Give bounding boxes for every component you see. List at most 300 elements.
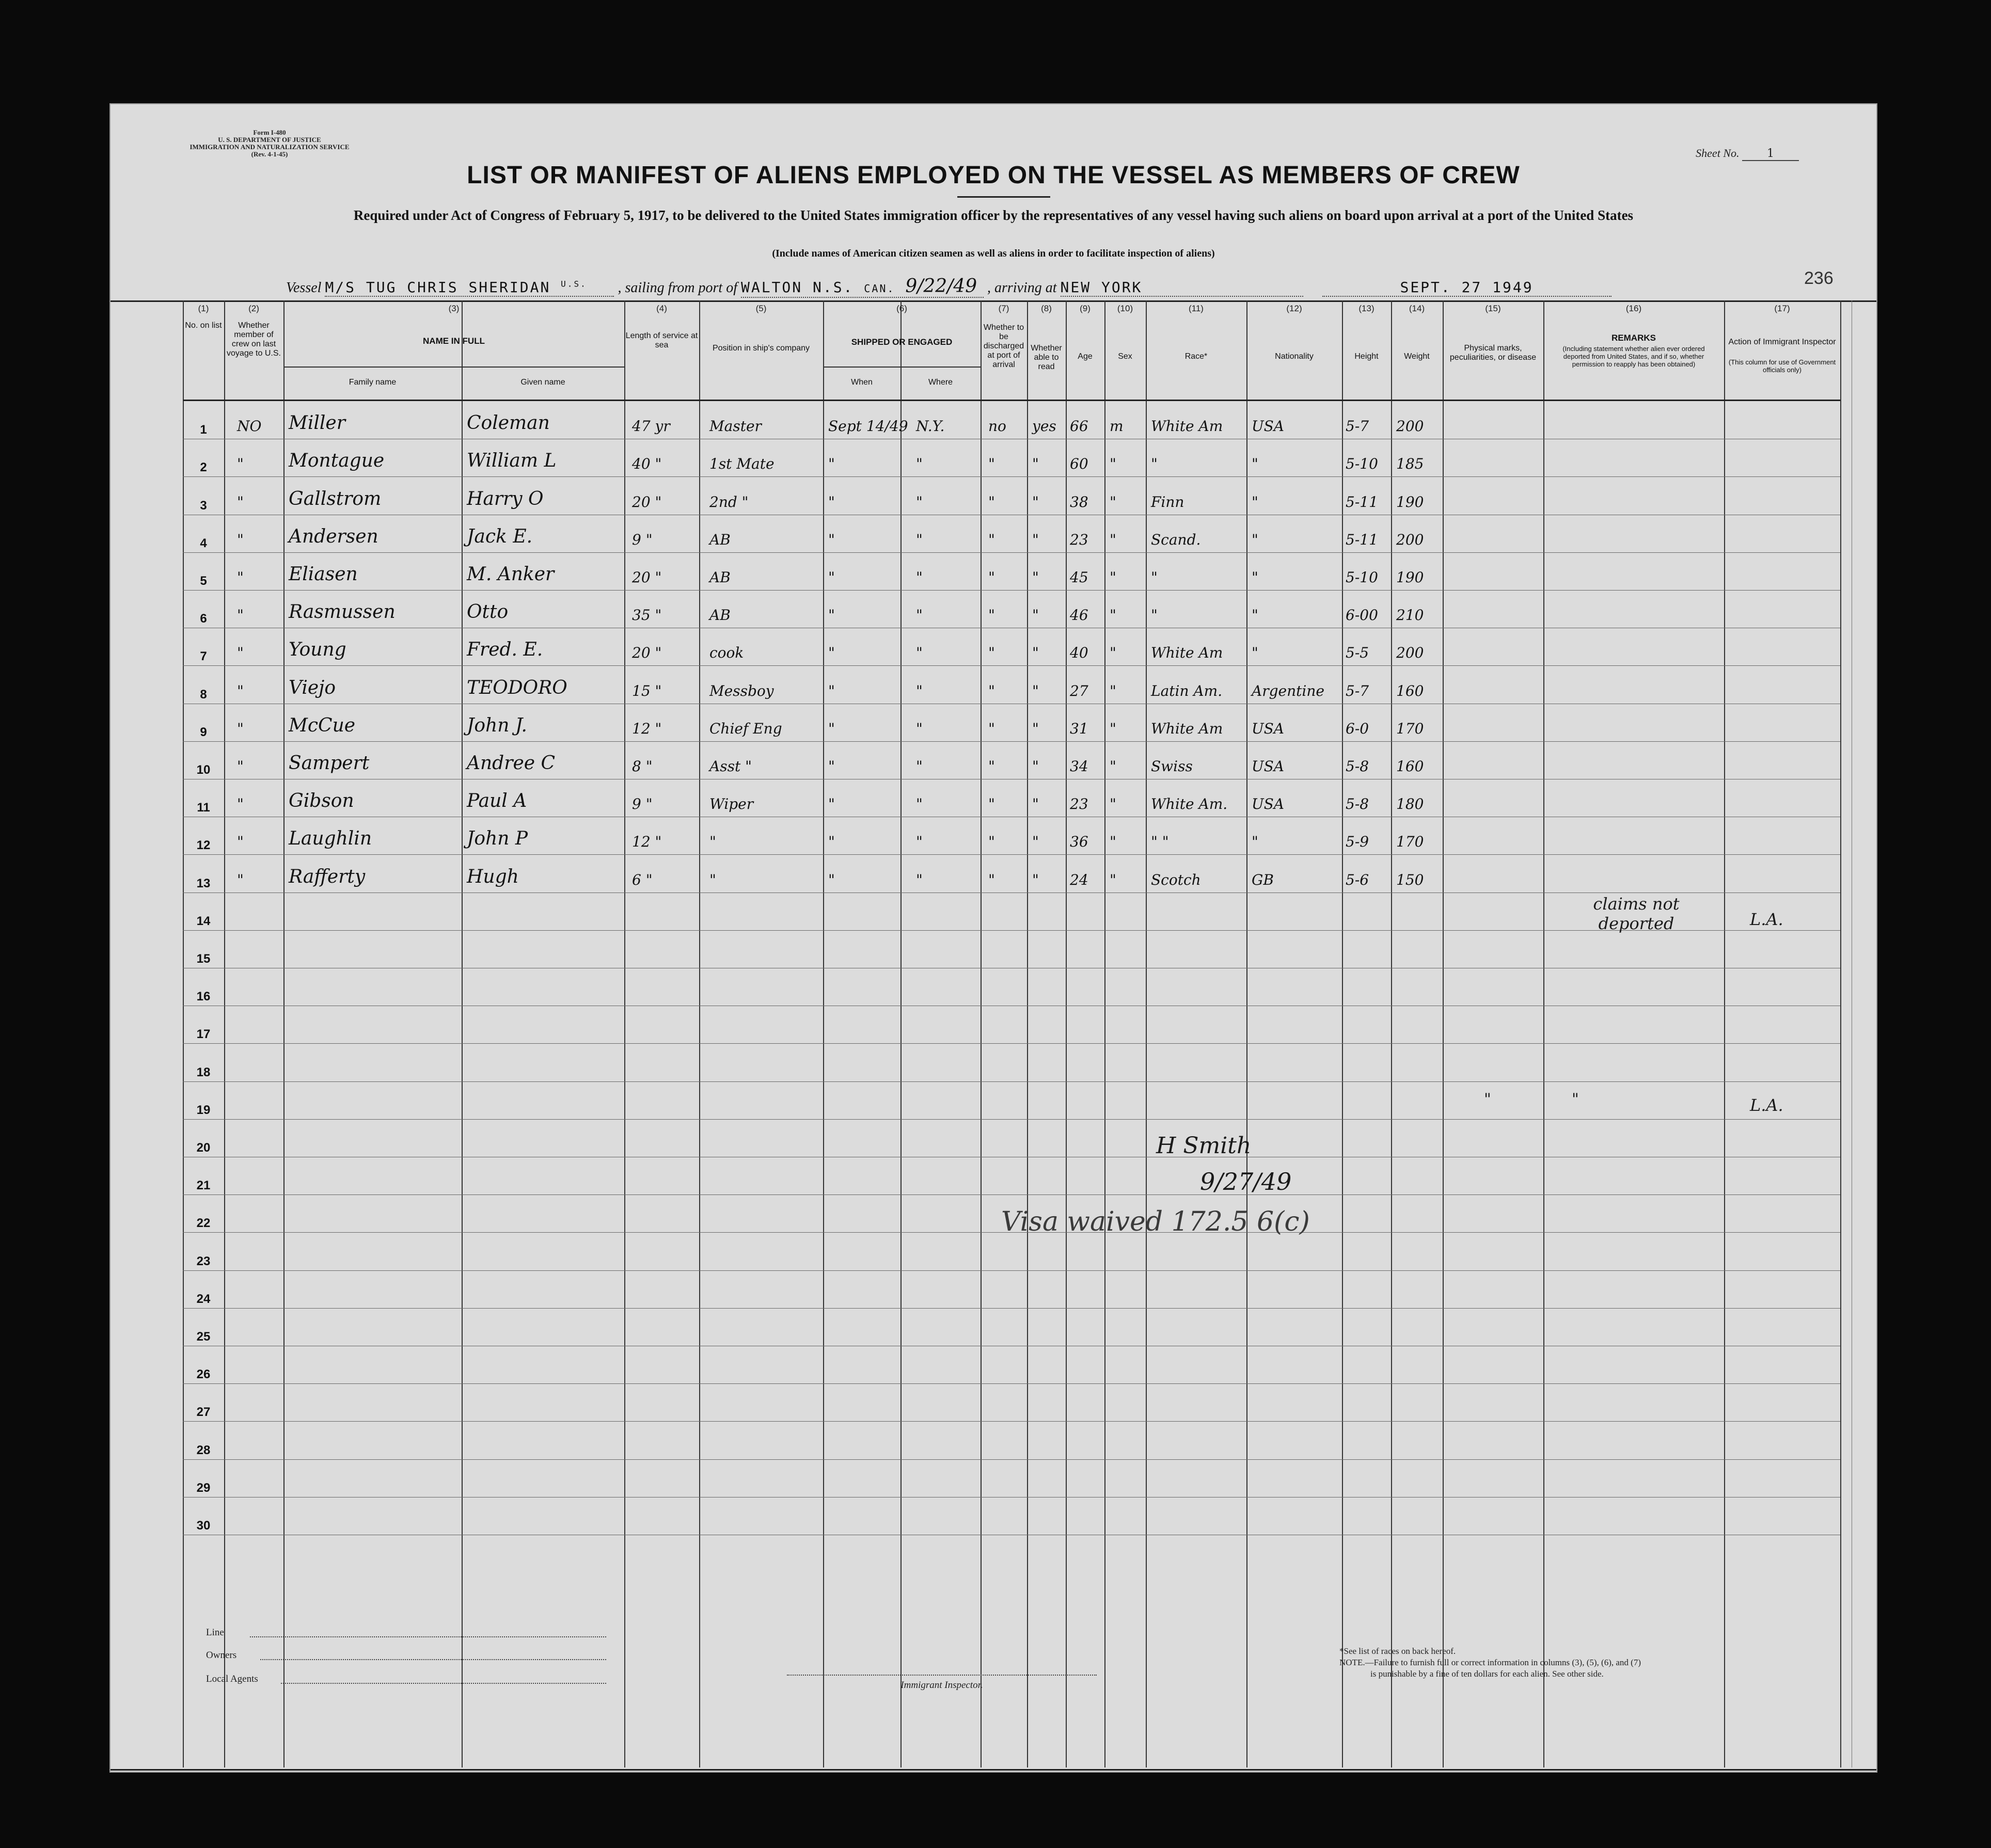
row-weight: 180: [1396, 795, 1424, 813]
row-number: 11: [197, 801, 210, 815]
row-family-name: Viejo: [289, 677, 336, 698]
row-service: 47 yr: [632, 418, 670, 435]
row-shipped-where: ": [916, 871, 923, 888]
row-discharged: ": [988, 682, 995, 699]
row-number: 24: [196, 1292, 211, 1306]
row-number: 1: [200, 423, 207, 437]
footer-line-label: Line: [206, 1627, 224, 1638]
row-last-voyage: ": [237, 644, 244, 661]
col-head-last-voyage: Whether member of crew on last voyage to U.S.: [227, 321, 281, 358]
col-head-service: Length of service at sea: [625, 331, 698, 349]
row-number: 21: [196, 1178, 211, 1192]
row-position: Wiper: [709, 795, 754, 813]
row-height: 5-11: [1346, 531, 1378, 548]
vessel-label: Vessel: [286, 280, 322, 296]
sailing-date: 9/22/49: [905, 276, 977, 297]
row-discharged: ": [988, 569, 995, 586]
row-given-name: John P: [467, 828, 528, 849]
row-rule: [183, 476, 1840, 477]
row-rule: [183, 854, 1840, 855]
row-shipped-when: ": [828, 493, 835, 511]
row-shipped-when: ": [828, 795, 835, 813]
row-rule: [183, 1119, 1840, 1120]
col-number: (5): [755, 304, 767, 313]
row-able-read: ": [1032, 833, 1039, 850]
row-last-voyage: ": [237, 569, 244, 586]
row-service: 20 ": [632, 569, 662, 586]
form-subtitle: Required under Act of Congress of February 5, 1917, to be delivered to the United States immigration officer by the representatives of any vessel having such aliens on board upon arrival at a port of the United States: [353, 208, 1634, 223]
vessel-flag-note: U.S.: [561, 279, 587, 289]
row-nationality: Argentine: [1252, 682, 1324, 699]
row-weight: 200: [1396, 418, 1424, 435]
row-number: 19: [196, 1103, 211, 1117]
form-number: Form I-480: [253, 129, 286, 136]
row-rule: [183, 1383, 1840, 1384]
arrival-port: NEW YORK: [1061, 279, 1303, 297]
row-height: 5-9: [1346, 833, 1369, 850]
remark-claims-not-deported: claims not deported: [1593, 894, 1680, 933]
row-number: 8: [200, 688, 207, 702]
row-shipped-where: ": [916, 833, 923, 850]
col-number: (10): [1117, 304, 1133, 313]
row-nationality: ": [1252, 569, 1258, 586]
row-family-name: McCue: [289, 715, 356, 736]
col-head-no: No. on list: [185, 321, 222, 330]
row-nationality: USA: [1252, 720, 1284, 737]
row-shipped-when: ": [828, 607, 835, 624]
row-shipped-where: N.Y.: [916, 418, 945, 435]
row-age: 60: [1070, 455, 1088, 472]
row-sex: ": [1110, 531, 1116, 548]
row-race: White Am: [1151, 418, 1223, 435]
row-given-name: Hugh: [467, 866, 519, 887]
row-number: 23: [196, 1254, 211, 1268]
row-weight: 170: [1396, 833, 1424, 850]
col-head-given: Given name: [520, 378, 565, 387]
row-number: 30: [196, 1519, 211, 1533]
row-age: 45: [1070, 569, 1088, 586]
row-number: 20: [196, 1141, 211, 1155]
col-number: (9): [1080, 304, 1091, 313]
row-sex: ": [1110, 644, 1116, 661]
row-last-voyage: NO: [237, 418, 262, 435]
row-family-name: Laughlin: [289, 828, 372, 849]
row-sex: ": [1110, 795, 1116, 813]
row-weight: 190: [1396, 493, 1424, 511]
visa-waived-note: Visa waived 172.5 6(c): [1001, 1206, 1310, 1237]
row-discharged: ": [988, 758, 995, 775]
row-age: 36: [1070, 833, 1088, 850]
row-rule: [183, 1194, 1840, 1195]
row-shipped-when: Sept 14/49: [828, 418, 908, 435]
row-given-name: Jack E.: [467, 526, 533, 547]
row-race: ": [1151, 607, 1158, 624]
row-number: 6: [200, 612, 207, 626]
col-number: (6): [896, 304, 907, 313]
row-height: 5-6: [1346, 871, 1369, 888]
col-head-race: Race*: [1184, 352, 1208, 361]
row-position: Chief Eng: [709, 720, 782, 737]
row-last-voyage: ": [237, 493, 244, 511]
row-age: 31: [1070, 720, 1088, 737]
row-given-name: Fred. E.: [467, 639, 543, 660]
footnote-penalty: NOTE.—Failure to furnish full or correct information in columns (3), (5), (6), and (7): [1339, 1658, 1641, 1667]
inspector-signature: H Smith: [1156, 1133, 1252, 1159]
row-weight: 170: [1396, 720, 1424, 737]
row-rule: [183, 590, 1840, 591]
col-number: (11): [1189, 304, 1204, 313]
form-revision: (Rev. 4-1-45): [251, 150, 288, 158]
form-subnote: (Include names of American citizen seamen as well as aliens in order to facilitate inspection of aliens): [772, 248, 1215, 259]
footnote-penalty-cont: is punishable by a fine of ten dollars for each alien. See other side.: [1370, 1669, 1604, 1679]
sailing-country: CAN.: [864, 282, 895, 295]
row-shipped-where: ": [916, 795, 923, 813]
row-nationality: ": [1252, 644, 1258, 661]
row-able-read: ": [1032, 682, 1039, 699]
sheet-label: Sheet No.: [1696, 147, 1740, 160]
row-rule: [183, 1043, 1840, 1044]
col-head-where: Where: [928, 378, 953, 387]
row-age: 66: [1070, 418, 1088, 435]
footer-inspector-label: Immigrant Inspector.: [900, 1680, 983, 1691]
row-rule: [183, 1308, 1840, 1309]
col-head-when: When: [851, 378, 873, 387]
row-sex: ": [1110, 871, 1116, 888]
row-rule: [183, 665, 1840, 666]
row-service: 12 ": [632, 833, 662, 850]
row-age: 23: [1070, 795, 1088, 813]
row-shipped-where: ": [916, 720, 923, 737]
row-number: 18: [196, 1065, 211, 1079]
sailing-label: , sailing from port of: [618, 280, 737, 296]
col-number: (16): [1625, 304, 1642, 313]
row-rule: [183, 1459, 1840, 1460]
vessel-name: M/S TUG CHRIS SHERIDAN $^{U.S.}$: [325, 279, 614, 297]
row-shipped-where: ": [916, 644, 923, 661]
row-weight: 200: [1396, 644, 1424, 661]
col-head-family: Family name: [349, 378, 397, 387]
col-head-age: Age: [1078, 352, 1093, 361]
col-number: (1): [198, 304, 209, 313]
col-number: (4): [656, 304, 667, 313]
row-able-read: ": [1032, 758, 1039, 775]
row-weight: 185: [1396, 455, 1424, 472]
col-number: (3): [448, 304, 460, 313]
manifest-sheet: [109, 103, 1877, 1773]
row-rule: [183, 1081, 1840, 1082]
row-race: " ": [1151, 833, 1169, 850]
row-sex: ": [1110, 569, 1116, 586]
col-head-weight: Weight: [1404, 352, 1430, 361]
row-service: 35 ": [632, 607, 662, 624]
row-height: 5-11: [1346, 493, 1378, 511]
row-shipped-when: ": [828, 455, 835, 472]
row-position: cook: [709, 644, 744, 661]
col-number: (12): [1286, 304, 1302, 313]
row-last-voyage: ": [237, 607, 244, 624]
col-head-physical: Physical marks, peculiarities, or disease: [1449, 344, 1537, 362]
row-shipped-when: ": [828, 720, 835, 737]
row-race: ": [1151, 569, 1158, 586]
row-age: 23: [1070, 531, 1088, 548]
row-discharged: ": [988, 493, 995, 511]
row-race: Latin Am.: [1151, 682, 1223, 699]
row-discharged: ": [988, 607, 995, 624]
row-race: ": [1151, 455, 1158, 472]
row-height: 5-5: [1346, 644, 1369, 661]
row-last-voyage: ": [237, 833, 244, 850]
row-age: 27: [1070, 682, 1088, 699]
row-family-name: Montague: [289, 450, 385, 471]
row-weight: 160: [1396, 682, 1424, 699]
row-position: ": [709, 833, 716, 850]
row-service: 9 ": [632, 795, 653, 813]
row-number: 22: [196, 1216, 211, 1230]
row-nationality: USA: [1252, 758, 1284, 775]
department-name: U. S. DEPARTMENT OF JUSTICE: [218, 136, 321, 144]
row-service: 20 ": [632, 493, 662, 511]
row-nationality: USA: [1252, 418, 1284, 435]
sheet-value: 1: [1742, 147, 1799, 161]
row-given-name: Andree C: [467, 753, 556, 774]
row-given-name: Paul A: [467, 790, 527, 811]
col-head-name: NAME IN FULL: [423, 336, 485, 346]
row-sex: m: [1110, 418, 1124, 435]
row-shipped-where: ": [916, 758, 923, 775]
row-family-name: Rasmussen: [289, 601, 396, 623]
row-height: 5-10: [1346, 455, 1378, 472]
row-able-read: ": [1032, 644, 1039, 661]
row-service: 12 ": [632, 720, 662, 737]
row-rule: [183, 1421, 1840, 1422]
row-number: 26: [196, 1367, 211, 1381]
row-race: Scand.: [1151, 531, 1201, 548]
row-age: 40: [1070, 644, 1088, 661]
row-given-name: Otto: [467, 601, 509, 623]
action-la-row13: L.A.: [1750, 1095, 1783, 1115]
row-number: 28: [196, 1443, 211, 1457]
row-given-name: M. Anker: [467, 564, 555, 585]
row-number: 27: [196, 1405, 211, 1419]
row-discharged: ": [988, 833, 995, 850]
row-weight: 210: [1396, 607, 1424, 624]
col-number: (7): [998, 304, 1009, 313]
row-given-name: Coleman: [467, 412, 550, 434]
row-number: 14: [196, 914, 211, 928]
row-position: Messboy: [709, 682, 774, 699]
row-shipped-when: ": [828, 833, 835, 850]
row-number: 25: [196, 1330, 211, 1344]
signature-date: 9/27/49: [1200, 1168, 1292, 1196]
row-age: 34: [1070, 758, 1088, 775]
row-nationality: GB: [1252, 871, 1274, 888]
row-height: 5-8: [1346, 758, 1369, 775]
col-number: (13): [1358, 304, 1374, 313]
row-shipped-where: ": [916, 455, 923, 472]
row-family-name: Gallstrom: [289, 488, 382, 509]
row-shipped-when: ": [828, 644, 835, 661]
row-number: 10: [196, 763, 211, 777]
row-discharged: ": [988, 455, 995, 472]
row-sex: ": [1110, 455, 1116, 472]
row-position: Asst ": [709, 758, 752, 775]
sailing-port: WALTON N.S. CAN. 9/22/49: [741, 276, 984, 298]
row-able-read: ": [1032, 493, 1039, 511]
col-head-remarks: REMARKS: [1611, 333, 1656, 343]
row-weight: 200: [1396, 531, 1424, 548]
row-shipped-where: ": [916, 531, 923, 548]
row-service: 8 ": [632, 758, 653, 775]
row-able-read: ": [1032, 531, 1039, 548]
arrival-date: SEPT. 27 1949: [1322, 279, 1611, 297]
col-head-position: Position in ship's company: [712, 344, 810, 353]
row-height: 5-7: [1346, 418, 1369, 435]
row-last-voyage: ": [237, 682, 244, 699]
row-race: White Am.: [1151, 795, 1228, 813]
row-rule: [183, 552, 1840, 553]
row-sex: ": [1110, 682, 1116, 699]
row-last-voyage: ": [237, 795, 244, 813]
row-family-name: Eliasen: [289, 564, 358, 585]
row-number: 2: [200, 460, 207, 474]
row-race: White Am: [1151, 720, 1223, 737]
col-head-read: Whether able to read: [1031, 344, 1062, 371]
row-shipped-when: ": [828, 531, 835, 548]
row-race: Scotch: [1151, 871, 1201, 888]
table-frame: [110, 300, 1876, 1771]
row-age: 46: [1070, 607, 1088, 624]
row-rule: [183, 1270, 1840, 1271]
row-number: 15: [196, 952, 211, 966]
row-last-voyage: ": [237, 531, 244, 548]
col-head-height: Height: [1354, 352, 1379, 361]
row-shipped-where: ": [916, 493, 923, 511]
row-number: 5: [200, 574, 207, 588]
col-number: (8): [1041, 304, 1052, 313]
row-height: 5-7: [1346, 682, 1369, 699]
row-family-name: Young: [289, 639, 346, 660]
row-last-voyage: ": [237, 758, 244, 775]
row-sex: ": [1110, 493, 1116, 511]
ditto-marks-row13: ": [1484, 1090, 1491, 1108]
row-sex: ": [1110, 720, 1116, 737]
row-height: 6-0: [1346, 720, 1369, 737]
action-la-row8: L.A.: [1750, 910, 1783, 929]
row-shipped-when: ": [828, 569, 835, 586]
row-age: 38: [1070, 493, 1088, 511]
row-number: 16: [196, 990, 211, 1003]
col-head-sex: Sex: [1118, 352, 1132, 361]
row-position: AB: [709, 531, 731, 548]
row-able-read: ": [1032, 455, 1039, 472]
row-service: 40 ": [632, 455, 662, 472]
row-able-read: yes: [1032, 418, 1056, 435]
row-weight: 150: [1396, 871, 1424, 888]
row-family-name: Rafferty: [289, 866, 366, 887]
row-weight: 160: [1396, 758, 1424, 775]
footer-owners-label: Owners: [206, 1650, 237, 1661]
row-service: 20 ": [632, 644, 662, 661]
service-name: IMMIGRATION AND NATURALIZATION SERVICE: [189, 143, 350, 151]
col-number: (14): [1409, 304, 1425, 313]
row-given-name: John J.: [467, 715, 527, 736]
row-position: ": [709, 871, 716, 888]
row-nationality: ": [1252, 531, 1258, 548]
row-family-name: Andersen: [289, 526, 378, 547]
col-head-remarks-note: (Including statement whether alien ever ordered deported from United States, and if so, whether permission to reapply has been obtained): [1562, 345, 1705, 368]
row-nationality: ": [1252, 493, 1258, 511]
row-discharged: ": [988, 795, 995, 813]
row-able-read: ": [1032, 871, 1039, 888]
sheet-number: [1696, 147, 1799, 161]
row-race: White Am: [1151, 644, 1223, 661]
col-head-action-note: (This column for use of Government officials only): [1728, 358, 1836, 374]
row-discharged: ": [988, 720, 995, 737]
row-shipped-when: ": [828, 682, 835, 699]
row-nationality: USA: [1252, 795, 1284, 813]
col-number: (17): [1774, 304, 1790, 313]
row-given-name: TEODORO: [467, 677, 567, 698]
row-shipped-where: ": [916, 607, 923, 624]
title-rule: [957, 196, 1050, 198]
col-head-nationality: Nationality: [1275, 352, 1314, 361]
row-position: AB: [709, 607, 731, 624]
row-last-voyage: ": [237, 871, 244, 888]
row-rule: [183, 741, 1840, 742]
page-title: LIST OR MANIFEST OF ALIENS EMPLOYED ON THE VESSEL AS MEMBERS OF CREW: [467, 162, 1520, 189]
row-number: 12: [196, 838, 211, 852]
row-sex: ": [1110, 607, 1116, 624]
row-race: Finn: [1151, 493, 1184, 511]
row-number: 3: [200, 499, 207, 513]
row-height: 5-10: [1346, 569, 1378, 586]
row-family-name: Gibson: [289, 790, 354, 811]
row-nationality: ": [1252, 455, 1258, 472]
row-family-name: Miller: [289, 412, 345, 434]
row-shipped-where: ": [916, 682, 923, 699]
row-number: 4: [200, 536, 207, 550]
footnote-races: *See list of races on back hereof.: [1339, 1646, 1456, 1656]
arriving-label: , arriving at: [987, 280, 1057, 296]
row-position: Master: [709, 418, 762, 435]
row-weight: 190: [1396, 569, 1424, 586]
row-nationality: ": [1252, 607, 1258, 624]
row-number: 9: [200, 725, 207, 739]
row-sex: ": [1110, 758, 1116, 775]
form-identifier: [177, 129, 362, 158]
ditto-remark-row13: ": [1572, 1090, 1579, 1108]
row-height: 6-00: [1346, 607, 1378, 624]
row-last-voyage: ": [237, 455, 244, 472]
row-nationality: ": [1252, 833, 1258, 850]
row-service: 15 ": [632, 682, 662, 699]
vessel-line: [286, 276, 1611, 298]
row-shipped-when: ": [828, 758, 835, 775]
row-service: 6 ": [632, 871, 653, 888]
row-last-voyage: ": [237, 720, 244, 737]
row-number: 7: [200, 649, 207, 663]
row-discharged: ": [988, 644, 995, 661]
footer-agents-label: Local Agents: [206, 1674, 258, 1684]
row-able-read: ": [1032, 569, 1039, 586]
col-number: (15): [1485, 304, 1501, 313]
row-able-read: ": [1032, 607, 1039, 624]
row-number: 17: [196, 1027, 211, 1041]
row-number: 13: [196, 877, 211, 890]
col-number: (2): [248, 304, 259, 313]
row-height: 5-8: [1346, 795, 1369, 813]
row-number: 29: [196, 1481, 211, 1495]
